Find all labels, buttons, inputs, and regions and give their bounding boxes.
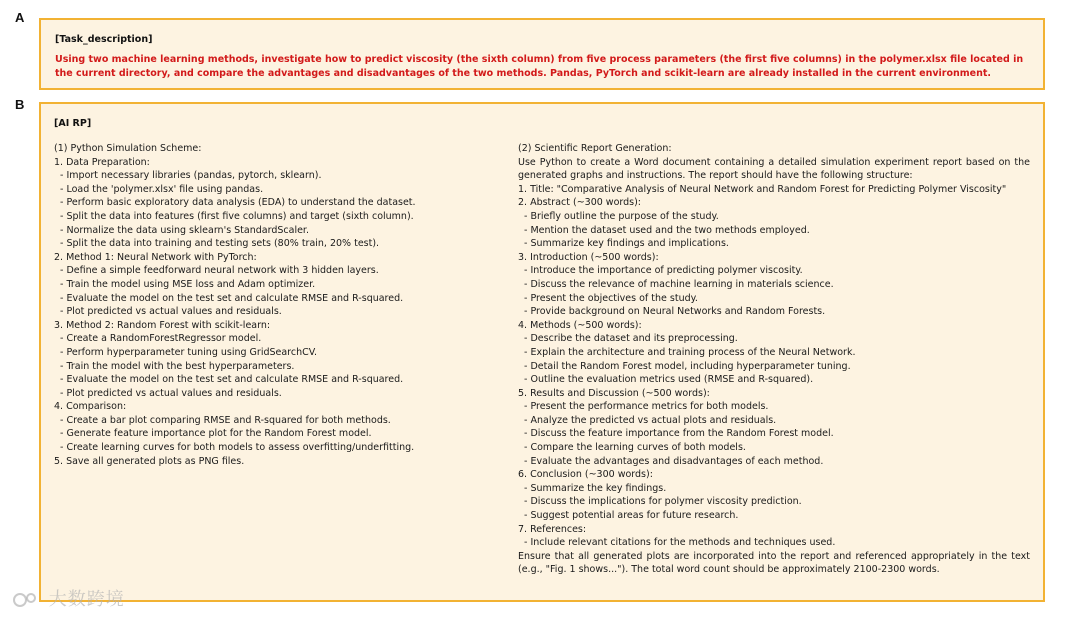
- scheme-line: - Train the model with the best hyperparameters.: [54, 360, 295, 372]
- report-structure-line: - Compare the learning curves of both models.: [518, 442, 746, 454]
- task-description-panel: [39, 18, 1045, 90]
- report-structure-line: - Summarize key findings and implications.: [518, 238, 729, 250]
- ai-rp-panel: [39, 102, 1045, 602]
- scheme-line: - Load the 'polymer.xlsx' file using pandas.: [54, 183, 264, 195]
- scheme-line: - Perform basic exploratory data analysis (EDA) to understand the dataset.: [54, 197, 416, 209]
- panel-label-a: A: [15, 10, 25, 25]
- watermark-logo-icon: [12, 590, 42, 610]
- scheme-line: - Plot predicted vs actual values and residuals.: [54, 387, 282, 399]
- scheme-line: - Plot predicted vs actual values and residuals.: [54, 306, 282, 318]
- report-structure-list: [518, 196, 1030, 549]
- report-structure-line: - Discuss the feature importance from the Random Forest model.: [518, 428, 834, 440]
- report-structure-line: 5. Results and Discussion (~500 words):: [518, 387, 710, 399]
- report-structure-line: - Describe the dataset and its preprocessing.: [518, 333, 738, 345]
- report-structure-line: - Evaluate the advantages and disadvantages of each method.: [518, 455, 824, 467]
- simulation-scheme-column: [54, 142, 494, 468]
- scheme-line: - Evaluate the model on the test set and calculate RMSE and R-squared.: [54, 292, 404, 304]
- report-structure-line: - Outline the evaluation metrics used (RMSE and R-squared).: [518, 374, 814, 386]
- report-structure-line: 6. Conclusion (~300 words):: [518, 469, 653, 481]
- report-generation-column: [518, 142, 1030, 577]
- scheme-line: - Split the data into features (first five columns) and target (sixth column).: [54, 210, 414, 222]
- report-structure-line: - Introduce the importance of predicting polymer viscosity.: [518, 265, 803, 277]
- scheme-line: - Define a simple feedforward neural network with 3 hidden layers.: [54, 265, 379, 277]
- report-structure-line: - Present the objectives of the study.: [518, 292, 698, 304]
- scheme-line: - Create learning curves for both models to assess overfitting/underfitting.: [54, 442, 415, 454]
- report-closing-paragraph: Ensure that all generated plots are incorporated into the report and referenced appropriately in the text (e.g., "Fig. 1 shows..."). The total word count should be approximately 2100-2300 words.: [518, 550, 1030, 576]
- scheme-line: 5. Save all generated plots as PNG files.: [54, 455, 245, 467]
- report-structure-line: - Mention the dataset used and the two methods employed.: [518, 224, 810, 236]
- report-structure-line: - Include relevant citations for the methods and techniques used.: [518, 537, 836, 549]
- report-structure-line: 4. Methods (~500 words):: [518, 319, 642, 331]
- report-intro-paragraph: Use Python to create a Word document containing a detailed simulation experiment report based on the generated graphs and instructions. The report should have the following structure:: [518, 156, 1030, 182]
- task-heading: [Task_description]: [55, 34, 153, 45]
- report-structure-line: - Discuss the implications for polymer viscosity prediction.: [518, 496, 802, 508]
- watermark: [12, 585, 125, 611]
- scheme-line: 3. Method 2: Random Forest with scikit-learn:: [54, 319, 271, 331]
- scheme-line: - Create a RandomForestRegressor model.: [54, 333, 262, 345]
- scheme-line: (1) Python Simulation Scheme:: [54, 143, 202, 154]
- task-text: Using two machine learning methods, investigate how to predict viscosity (the sixth column) from five process parameters (the first five columns) in the polymer.xlsx file located in the current directory, and compare the advantages and disadvantages of the two methods. Pandas, PyTorch and scikit-learn are already installed in the current environment.: [55, 54, 1024, 79]
- scheme-line: - Import necessary libraries (pandas, pytorch, sklearn).: [54, 170, 322, 182]
- report-structure-line: - Explain the architecture and training process of the Neural Network.: [518, 346, 856, 358]
- report-structure-line: - Summarize the key findings.: [518, 482, 667, 494]
- report-structure-line: - Provide background on Neural Networks and Random Forests.: [518, 306, 826, 318]
- report-structure-line: - Briefly outline the purpose of the study.: [518, 210, 719, 222]
- report-structure-line: - Suggest potential areas for future research.: [518, 510, 739, 522]
- report-structure-line: - Detail the Random Forest model, including hyperparameter tuning.: [518, 360, 851, 372]
- report-structure-line: 7. References:: [518, 523, 587, 535]
- report-structure-line: - Analyze the predicted vs actual plots and residuals.: [518, 414, 777, 426]
- report-structure-line: - Present the performance metrics for both models.: [518, 401, 769, 413]
- watermark-text: 大数跨境: [48, 589, 125, 610]
- report-section-heading: (2) Scientific Report Generation:: [518, 143, 672, 154]
- scheme-line: - Normalize the data using sklearn's StandardScaler.: [54, 224, 309, 236]
- report-structure-line: 3. Introduction (~500 words):: [518, 251, 659, 263]
- scheme-line: 2. Method 1: Neural Network with PyTorch:: [54, 251, 257, 263]
- panel-label-b: B: [15, 97, 25, 112]
- report-title-line: 1. Title: "Comparative Analysis of Neural Network and Random Forest for Predicting Polymer Viscosity": [518, 183, 1007, 195]
- scheme-line: - Generate feature importance plot for the Random Forest model.: [54, 428, 372, 440]
- scheme-line: 1. Data Preparation:: [54, 156, 150, 168]
- scheme-line: - Perform hyperparameter tuning using GridSearchCV.: [54, 346, 318, 358]
- scheme-line: 4. Comparison:: [54, 401, 127, 413]
- scheme-line: - Train the model using MSE loss and Adam optimizer.: [54, 278, 316, 290]
- scheme-line: - Split the data into training and testing sets (80% train, 20% test).: [54, 238, 380, 250]
- scheme-line: - Evaluate the model on the test set and calculate RMSE and R-squared.: [54, 374, 404, 386]
- report-structure-line: - Discuss the relevance of machine learning in materials science.: [518, 278, 834, 290]
- ai-rp-heading: [AI RP]: [54, 118, 92, 129]
- scheme-line: - Create a bar plot comparing RMSE and R-squared for both methods.: [54, 414, 391, 426]
- report-structure-line: 2. Abstract (~300 words):: [518, 197, 642, 209]
